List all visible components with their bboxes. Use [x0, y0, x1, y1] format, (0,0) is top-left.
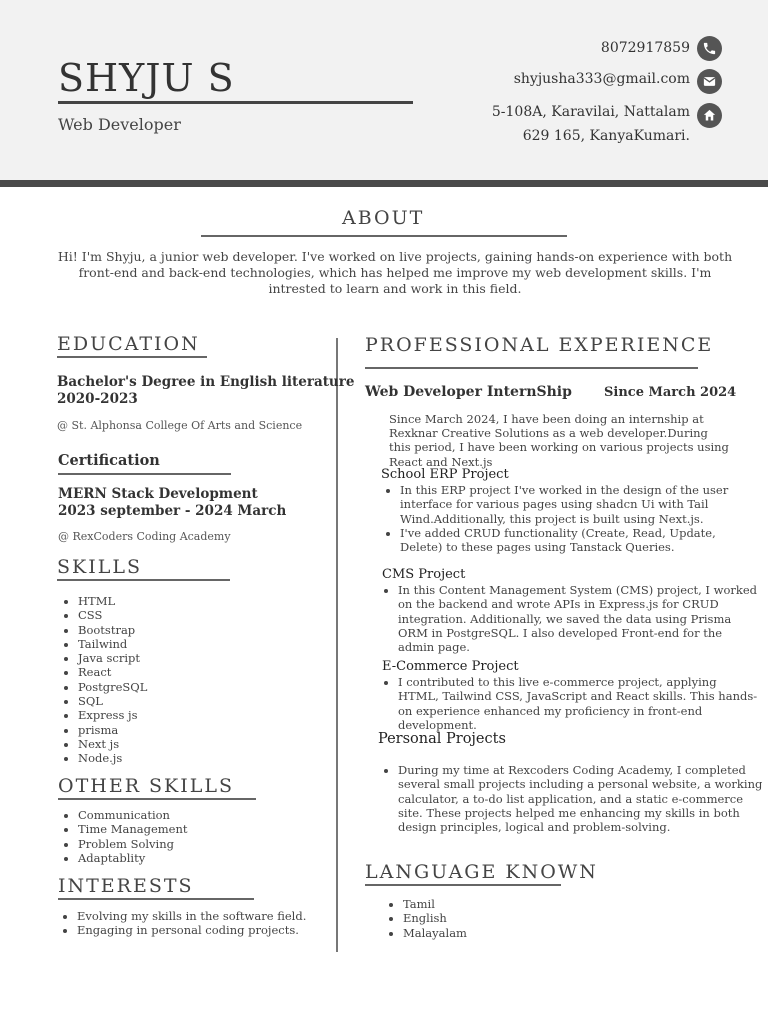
list-item: • Tailwind — [78, 637, 147, 651]
list-item: • Time Management — [78, 822, 188, 836]
about-heading: ABOUT — [342, 207, 425, 229]
interests-heading: INTERESTS — [58, 875, 194, 897]
project-bullets — [378, 675, 760, 732]
header-divider — [0, 180, 768, 187]
candidate-role: Web Developer — [58, 115, 181, 134]
list-item: • I contributed to this live e-commerce project, applying HTML, Tailwind CSS, JavaScript and React skills. This hands-on experience enhanced my proficiency in front-end development. — [398, 675, 760, 732]
degree-title: Bachelor's Degree in English literature — [57, 374, 355, 390]
address-line-2: 629 165, KanyaKumari. — [522, 128, 690, 144]
list-item: • Bootstrap — [78, 623, 147, 637]
certification-period: 2023 september - 2024 March — [58, 503, 287, 519]
education-underline — [57, 356, 207, 358]
column-divider — [336, 338, 338, 952]
phone-number: 8072917859 — [600, 40, 690, 56]
college-name: @ St. Alphonsa College Of Arts and Science — [57, 419, 303, 432]
name-underline — [58, 101, 413, 104]
languages-list — [383, 897, 467, 940]
list-item: • Next js — [78, 737, 147, 751]
list-item: • PostgreSQL — [78, 680, 147, 694]
project-title: E-Commerce Project — [382, 659, 519, 674]
home-icon — [697, 103, 722, 128]
list-item: • In this Content Management System (CMS) project, I worked on the backend and wrote APIs in Express.js for CRUD integration. Additionally, we saved the data using Prisma ORM in PostgreSQL. I also developed Front-end for the admin page. — [398, 583, 760, 654]
job-title: Web Developer InternShip — [365, 384, 572, 400]
email-address: shyjusha333@gmail.com — [513, 71, 690, 87]
other-skills-heading: OTHER SKILLS — [58, 775, 234, 797]
personal-projects-heading: Personal Projects — [378, 731, 506, 747]
skills-list — [58, 594, 147, 766]
list-item: • Problem Solving — [78, 837, 188, 851]
experience-underline — [365, 367, 698, 369]
list-item: • Communication — [78, 808, 188, 822]
list-item: • English — [403, 911, 467, 925]
list-item: • Malayalam — [403, 926, 467, 940]
certification-heading: Certification — [58, 452, 160, 469]
certification-underline — [58, 473, 231, 475]
degree-years: 2020-2023 — [57, 391, 138, 407]
list-item: • CSS — [78, 608, 147, 622]
other-skills-underline — [58, 798, 256, 800]
address-line-1: 5-108A, Karavilai, Nattalam — [491, 104, 690, 120]
list-item: • prisma — [78, 723, 147, 737]
job-summary: Since March 2024, I have been doing an internship at Rexknar Creative Solutions as a web developer.During this period, I have been working on various projects using React and Next.js — [389, 412, 729, 469]
interests-underline — [58, 898, 254, 900]
languages-heading: LANGUAGE KNOWN — [365, 861, 598, 883]
other-skills-list — [58, 808, 188, 865]
languages-underline — [365, 884, 561, 886]
experience-heading: PROFESSIONAL EXPERIENCE — [365, 334, 714, 356]
list-item: • React — [78, 665, 147, 679]
list-item: • Engaging in personal coding projects. — [77, 923, 306, 937]
about-underline — [201, 235, 567, 237]
certification-institute: @ RexCoders Coding Academy — [58, 530, 231, 543]
education-heading: EDUCATION — [57, 333, 200, 355]
project-bullets — [378, 583, 760, 654]
list-item: • SQL — [78, 694, 147, 708]
phone-icon — [697, 36, 722, 61]
interests-list — [57, 909, 306, 938]
skills-heading: SKILLS — [57, 556, 142, 578]
job-date: Since March 2024 — [604, 385, 737, 400]
email-icon — [697, 69, 722, 94]
list-item: • Evolving my skills in the software field. — [77, 909, 306, 923]
skills-underline — [57, 579, 230, 581]
list-item: • HTML — [78, 594, 147, 608]
personal-projects-bullets — [378, 763, 764, 834]
project-bullets — [380, 483, 760, 554]
project-title: CMS Project — [382, 567, 466, 582]
list-item: • Adaptablity — [78, 851, 188, 865]
certification-title: MERN Stack Development — [58, 486, 258, 502]
list-item: • Tamil — [403, 897, 467, 911]
list-item: • Express js — [78, 708, 147, 722]
list-item: • Java script — [78, 651, 147, 665]
list-item: • I've added CRUD functionality (Create, Read, Update, Delete) to these pages using Tanstack Queries. — [400, 526, 760, 555]
list-item: • During my time at Rexcoders Coding Academy, I completed several small projects including a personal website, a working calculator, a to-do list application, and a static e-commerce site. These projects helped me enhancing my skills in both design principles, logical and problem-solving. — [398, 763, 764, 834]
list-item: • Node.js — [78, 751, 147, 765]
list-item: • In this ERP project I've worked in the design of the user interface for various pages using shadcn Ui with Tail Wind.Additionally, this project is built using Next.js. — [400, 483, 760, 526]
about-text: Hi! I'm Shyju, a junior web developer. I've worked on live projects, gaining hands-on experience with both front-end and back-end technologies, which has helped me improve my web development skills. I'm intrested to learn and work in this field. — [57, 249, 733, 296]
project-title: School ERP Project — [381, 467, 509, 482]
candidate-name: SHYJU S — [58, 56, 235, 100]
